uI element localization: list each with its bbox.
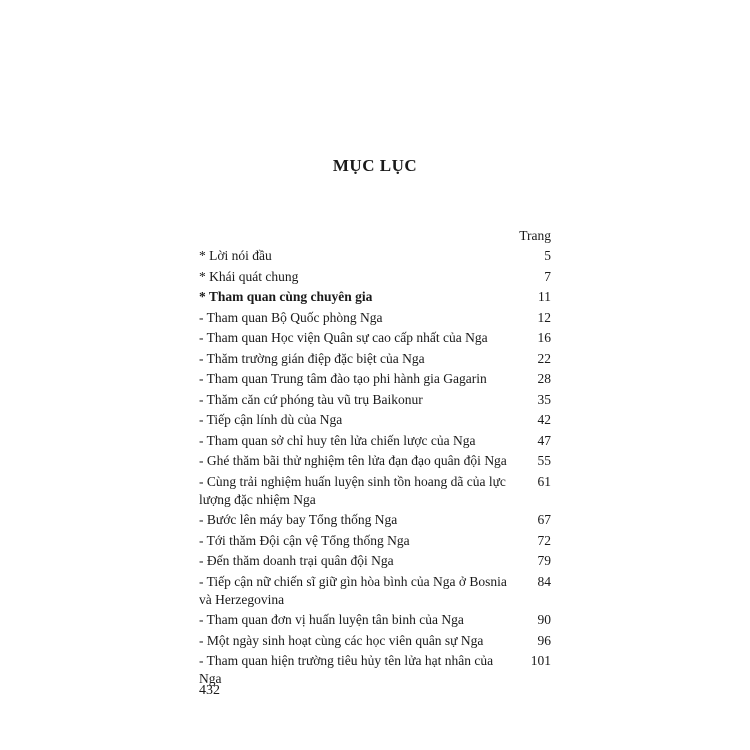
- toc-entry: [199, 350, 551, 368]
- toc-entry-page: 35: [537, 391, 551, 407]
- toc-entry: [199, 309, 551, 327]
- toc-entry-title: - Thăm căn cứ phóng tàu vũ trụ Baikonur: [199, 391, 423, 407]
- toc-entry: [199, 511, 551, 529]
- toc-entry-title: - Tham quan Học viện Quân sự cao cấp nhất của Nga: [199, 330, 488, 345]
- toc-entry-page: 90: [537, 612, 551, 627]
- toc-entry-title: * Khái quát chung: [199, 268, 299, 284]
- toc-entry-page: 28: [537, 371, 551, 386]
- toc-entry-page: 79: [537, 553, 551, 568]
- toc-entry: [199, 411, 551, 429]
- page-title: MỤC LỤC: [332, 156, 418, 175]
- toc-entry-page: 42: [537, 412, 551, 427]
- table-of-contents: [199, 227, 551, 691]
- toc-entry: [199, 391, 551, 409]
- toc-entry: [199, 611, 551, 629]
- toc-entry-page: 96: [537, 632, 551, 648]
- toc-entry-page: 11: [538, 289, 551, 304]
- toc-entry-page: 101: [530, 653, 551, 668]
- toc-entry-title: - Ghé thăm bãi thử nghiệm tên lửa đạn đạo quân đội Nga: [199, 453, 507, 468]
- toc-entry: [199, 268, 551, 286]
- toc-entry: [199, 370, 551, 388]
- toc-entries: [199, 247, 551, 688]
- toc-entry-page: 72: [537, 532, 551, 548]
- toc-entry-title: - Cùng trải nghiệm huấn luyện sinh tồn hoang dã của lực lượng đặc nhiệm Nga: [199, 473, 506, 507]
- toc-entry: [199, 473, 551, 509]
- toc-entry: [199, 573, 551, 609]
- toc-entry-page: 22: [537, 350, 551, 366]
- toc-entry-page: 7: [544, 268, 551, 284]
- toc-entry: [199, 552, 551, 570]
- toc-entry-page: 61: [537, 473, 551, 489]
- toc-entry-title: - Tham quan Trung tâm đào tạo phi hành gia Gagarin: [199, 371, 487, 386]
- toc-entry: [199, 452, 551, 470]
- toc-entry-title: * Tham quan cùng chuyên gia: [199, 289, 373, 304]
- toc-entry: [199, 652, 551, 688]
- toc-entry-title: - Tham quan sở chỉ huy tên lửa chiến lược của Nga: [199, 432, 476, 448]
- toc-entry-page: 12: [537, 309, 551, 325]
- toc-entry-page: 67: [537, 512, 551, 527]
- page-number: 432: [199, 683, 220, 698]
- toc-entry: [199, 632, 551, 650]
- toc-entry-title: - Tham quan đơn vị huấn luyện tân binh của Nga: [199, 612, 464, 627]
- toc-entry-title: - Một ngày sinh hoạt cùng các học viên quân sự Nga: [199, 632, 484, 648]
- toc-entry: [199, 288, 551, 306]
- toc-entry-title: * Lời nói đầu: [199, 248, 272, 263]
- toc-entry-title: - Tới thăm Đội cận vệ Tổng thống Nga: [199, 532, 410, 548]
- toc-entry-page: 47: [537, 432, 551, 448]
- toc-entry: [199, 329, 551, 347]
- toc-entry-page: 55: [537, 453, 551, 468]
- toc-entry: [199, 532, 551, 550]
- toc-entry-page: 16: [537, 330, 551, 345]
- toc-entry-title: - Tham quan Bộ Quốc phòng Nga: [199, 309, 383, 325]
- toc-entry: [199, 247, 551, 265]
- toc-entry-title: - Thăm trường gián điệp đặc biệt của Nga: [199, 350, 425, 366]
- toc-entry-title: - Tiếp cận lính dù của Nga: [199, 412, 343, 427]
- toc-entry: [199, 432, 551, 450]
- toc-entry-title: - Tiếp cận nữ chiến sĩ giữ gìn hòa bình của Nga ở Bosnia và Herzegovina: [199, 573, 507, 607]
- toc-entry-title: - Tham quan hiện trường tiêu hủy tên lửa hạt nhân của Nga: [199, 653, 494, 686]
- page-column-header: Trang: [519, 228, 551, 243]
- toc-entry-page: 84: [537, 573, 551, 589]
- toc-entry-page: 5: [544, 248, 551, 263]
- toc-entry-title: - Bước lên máy bay Tổng thống Nga: [199, 512, 398, 527]
- toc-entry-title: - Đến thăm doanh trại quân đội Nga: [199, 553, 394, 568]
